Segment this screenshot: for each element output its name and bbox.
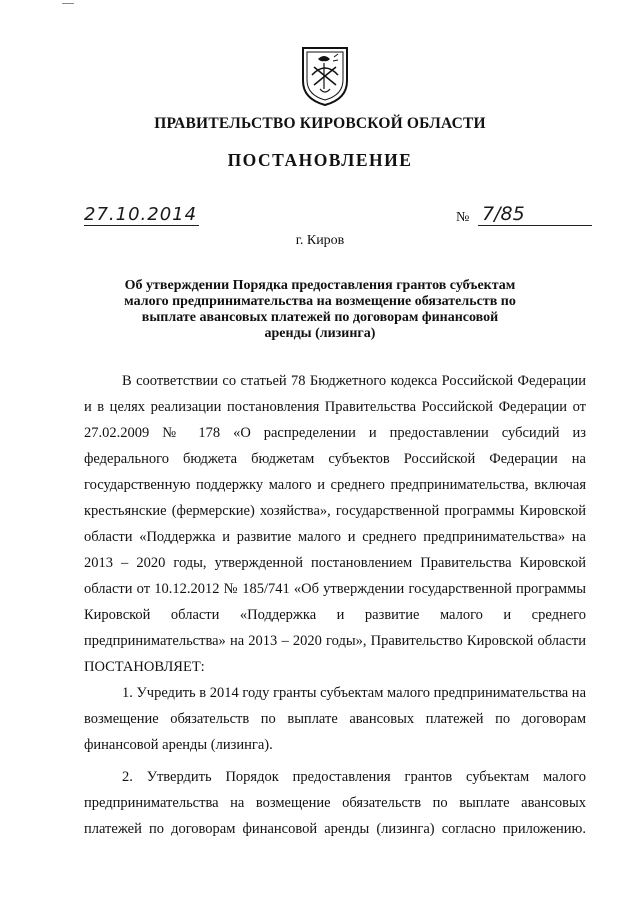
organization-title: ПРАВИТЕЛЬСТВО КИРОВСКОЙ ОБЛАСТИ (154, 115, 486, 132)
city-label: г. Киров (295, 233, 345, 248)
document-type-heading: ПОСТАНОВЛЕНИЕ (227, 150, 413, 170)
item-1-paragraph: 1. Учредить в 2014 году гранты субъектам малого предпринимательства на возмещение обязательств по выплате авансовых платежей по договорам финансовой аренды (лизинга). (84, 685, 586, 753)
number-sign: № (456, 210, 470, 225)
handwritten-document-number: 7/85 (478, 203, 592, 226)
preamble-paragraph: В соответствии со статьей 78 Бюджетного кодекса Российской Федерации и в целях реализации постановления Правительства Российской Федерации от 27.02.2009 № 178 «О распределении и предоставлении субсидий из федерального бюджета бюджетам субъектов Российской Федерации на государственную поддержку малого и среднего предпринимательства, включая крестьянские (фермерские) хозяйства», государственной программы Кировской области «Поддержка и развитие малого и среднего предпринимательства» на 2013 – 2020 годы, утвержденной постановлением Правительства Кировской области от 10.12.2012 № 185/741 «Об утверждении государственной программы Кировской области «Поддержка и развитие малого и среднего предпринимательства» на 2013 – 2020 годы», Правительство Кировской области ПОСТАНОВЛЯЕТ: (84, 373, 586, 675)
handwritten-date: 27.10.2014 (84, 204, 198, 225)
document-subject: Об утверждении Порядка предоставления грантов субъектам малого предпринимательства на возмещение обязательств по выплате авансовых платежей по договорам финансовой аренды (лизинга) (124, 278, 516, 341)
item-2-paragraph: 2. Утвердить Порядок предоставления грантов субъектам малого предпринимательства на возмещение обязательств по выплате авансовых платежей по договорам финансовой аренды (лизинга) согласно приложению. (84, 769, 586, 837)
scan-artifact (62, 3, 74, 6)
coat-of-arms-icon (300, 45, 350, 107)
document-body (84, 368, 586, 842)
